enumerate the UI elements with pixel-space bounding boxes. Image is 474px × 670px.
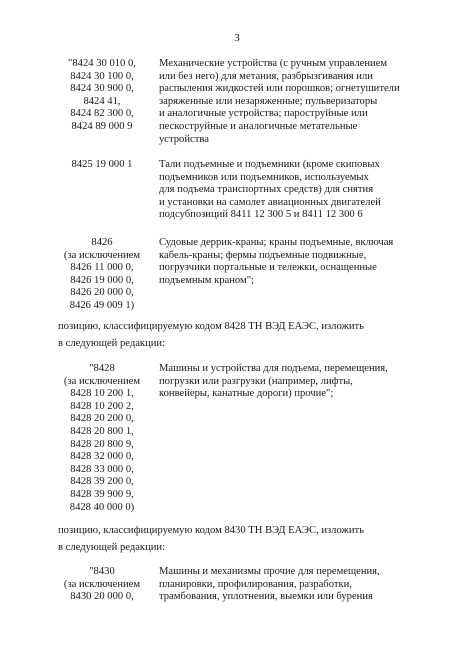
page-number: 3 (234, 32, 240, 44)
entry-description: Тали подъемные и подъемники (кроме скиповых подъемников или подъемников, используемых для подъема транспортных средств) для снятия и установки на самолет авиационных двигателей подсубпозиций 8411 12 300 5 и 8411 12 300 6 (159, 159, 381, 221)
entry-description: Судовые деррик-краны; краны подъемные, включая кабель-краны; фермы подъемные подвижные, погрузчики портальные и тележки, оснащенные подъемным краном"; (159, 237, 394, 286)
entry-codes: 8426 (за исключением 8426 11 000 0, 8426 19 000 0, 8426 20 000 0, 8426 49 009 1) (63, 237, 141, 311)
entry-codes: 8425 19 000 1 (71, 159, 133, 170)
entry-codes: "8428 (за исключением 8428 10 200 1, 8428 10 200 2, 8428 20 200 0, 8428 20 800 1, 8428 20 800 9, 8428 32 000 0, 8428 33 000 0, 8428 39 200 0, 8428 39 900 9, 8428 40 000 0) (63, 363, 141, 513)
entry-description: Машины и устройства для подъема, перемещения, погрузки или разгрузки (например, лифты, конвейеры, канатные дороги) прочие"; (159, 363, 388, 400)
amendment-paragraph-8428: позицию, классифицируемую кодом 8428 ТН ВЭД ЕАЭС, изложить в следующей редакции: (58, 321, 364, 349)
entry-description: Механические устройства (с ручным управлением или без него) для метания, разбрызгивания или распыления жидкостей или порошков; огнетушители заряженные или незаряженные; пульверизаторы и аналогичные устройства; пароструйные или пескоструйные и аналогичные метательные устройства (159, 58, 400, 145)
entry-codes: "8430 (за исключением 8430 20 000 0, (63, 566, 141, 603)
entry-codes: "8424 30 010 0, 8424 30 100 0, 8424 30 900 0, 8424 41, 8424 82 300 0, 8424 89 000 9 (68, 58, 136, 132)
amendment-paragraph-8430: позицию, классифицируемую кодом 8430 ТН ВЭД ЕАЭС, изложить в следующей редакции: (58, 525, 364, 553)
entry-description: Машины и механизмы прочие для перемещения, планировки, профилирования, разработки, трамбования, уплотнения, выемки или бурения (159, 566, 380, 603)
